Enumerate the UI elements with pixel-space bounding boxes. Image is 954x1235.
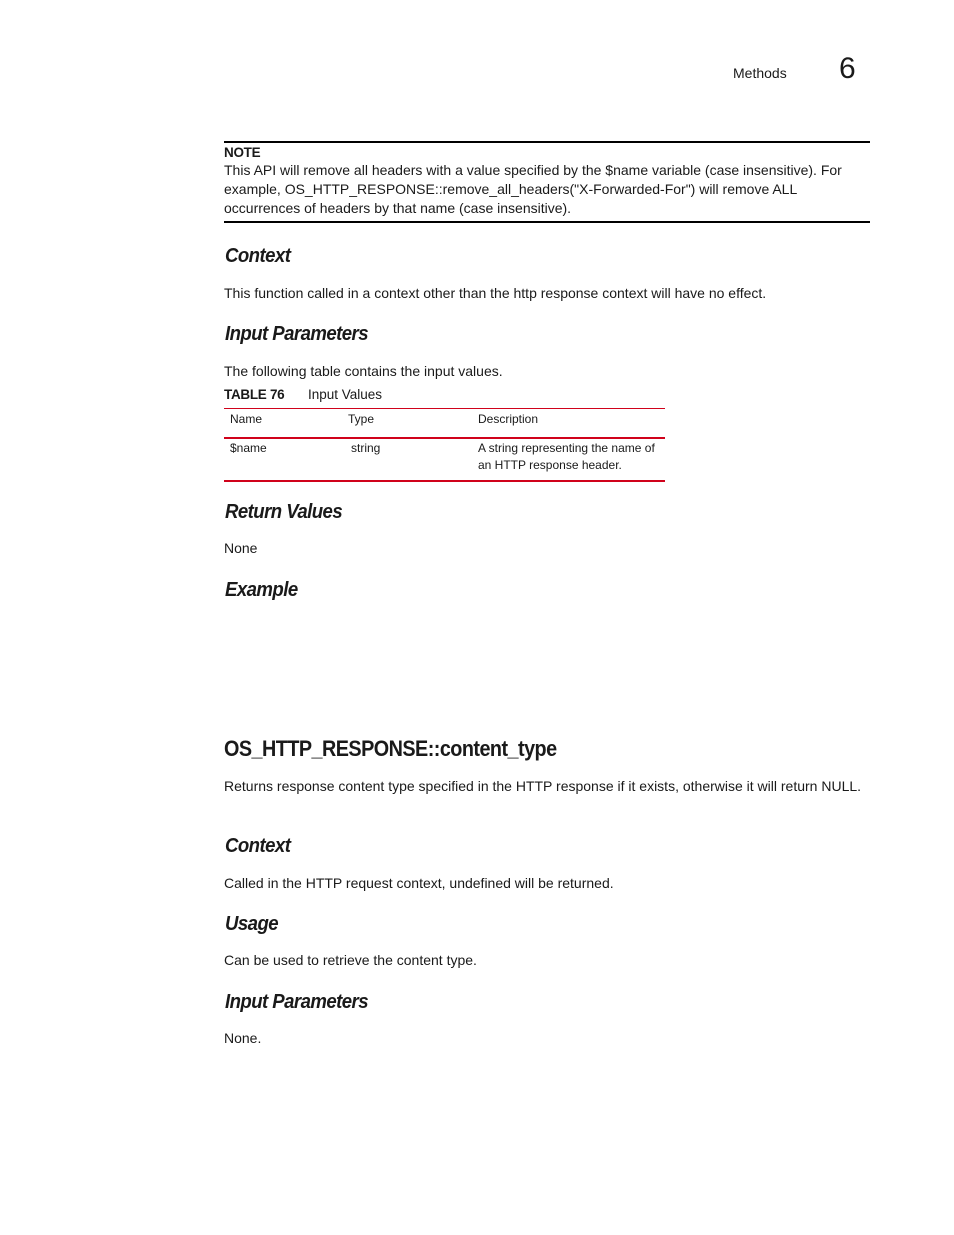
column-header-type: Type xyxy=(348,412,375,426)
running-head: Methods xyxy=(733,65,787,81)
return-values-heading: Return Values xyxy=(225,501,343,523)
chapter-number: 6 xyxy=(839,52,856,85)
method-title: OS_HTTP_RESPONSE::content_type xyxy=(224,736,557,761)
table-bottom-rule xyxy=(224,480,665,482)
context-text: This function called in a context other than the http response context will have no effect. xyxy=(224,285,767,301)
return-values-text: None xyxy=(224,540,258,556)
note-label: NOTE xyxy=(224,145,261,160)
method-intro: Returns response content type specified in the HTTP response if it exists, otherwise it will return NULL. xyxy=(224,778,862,794)
table-cell-type: string xyxy=(351,441,381,455)
table-header-rule xyxy=(224,437,665,439)
input-parameters-heading: Input Parameters xyxy=(225,323,369,345)
context-heading-2: Context xyxy=(225,835,291,857)
input-parameters-text: The following table contains the input values. xyxy=(224,363,503,379)
column-header-description: Description xyxy=(478,412,539,426)
table-top-rule xyxy=(224,408,665,409)
input-parameters-heading-2: Input Parameters xyxy=(225,991,369,1013)
table-cell-description: A string representing the name of an HTTP response header. xyxy=(478,441,655,472)
table-cell-name: $name xyxy=(230,441,267,455)
table-number: TABLE 76 xyxy=(224,387,285,402)
example-heading: Example xyxy=(225,579,298,601)
context-text-2: Called in the HTTP request context, undefined will be returned. xyxy=(224,875,614,891)
usage-text: Can be used to retrieve the content type. xyxy=(224,952,477,968)
column-header-name: Name xyxy=(230,412,263,426)
usage-heading: Usage xyxy=(225,913,279,935)
table-title: Input Values xyxy=(308,387,383,402)
input-parameters-text-2: None. xyxy=(224,1030,262,1046)
note-top-rule xyxy=(224,141,870,143)
context-heading: Context xyxy=(225,245,291,267)
note-bottom-rule xyxy=(224,221,870,223)
note-text: This API will remove all headers with a value specified by the $name variable (case insensitive). For example, OS_HTTP_RESPONSE::remove_all_headers("X-Forwarded-For") will remove ALL occurrences of headers by that name (case insensitive). xyxy=(224,162,842,216)
table-caption xyxy=(224,387,383,402)
